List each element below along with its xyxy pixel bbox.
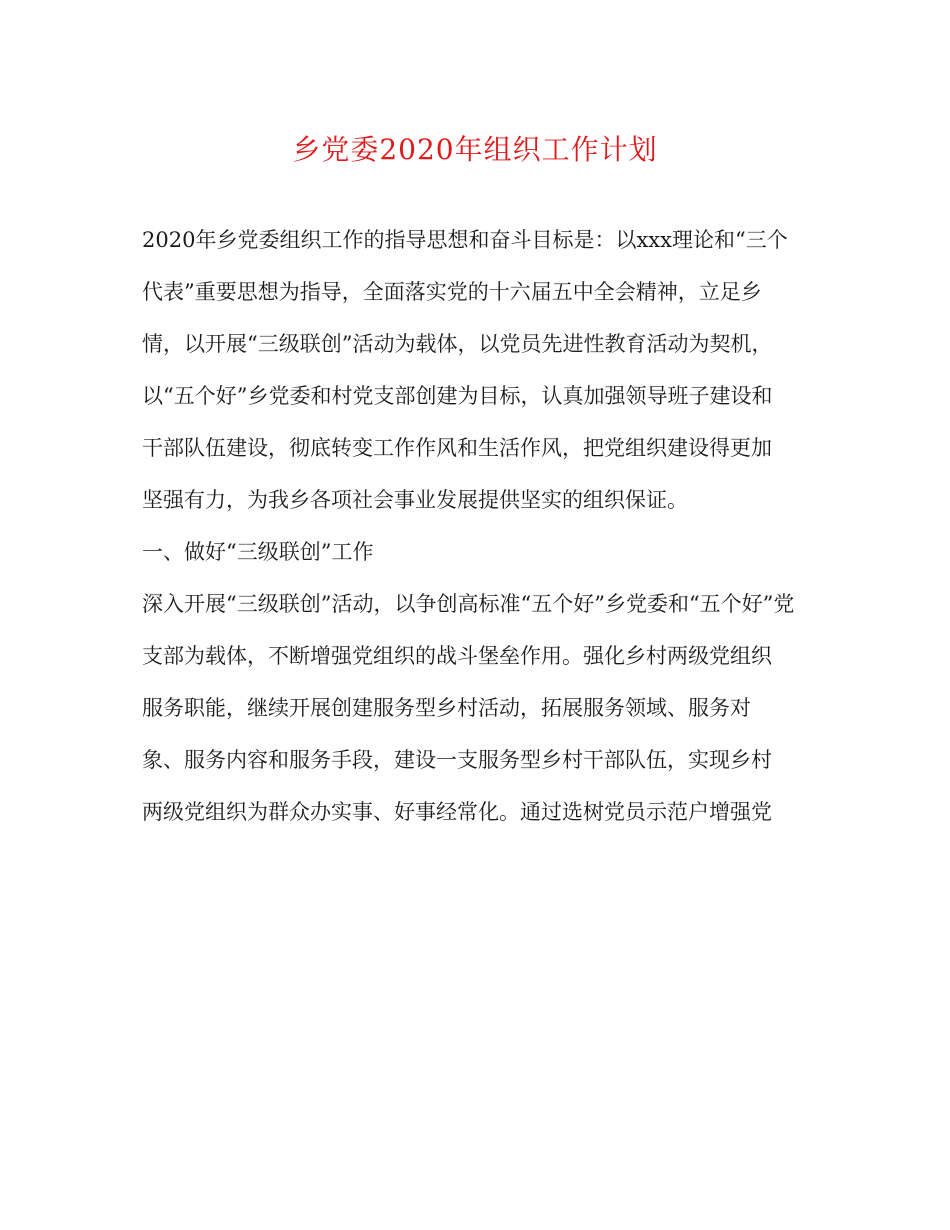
body-line: 干部队伍建设，彻底转变工作作风和生活作风，把党组织建设得更加 <box>142 436 772 460</box>
body-line: 象、服务内容和服务手段，建设一支服务型乡村干部队伍，实现乡村 <box>142 748 772 772</box>
body-line: 两级党组织为群众办实事、好事经常化。通过选树党员示范户增强党 <box>142 800 772 824</box>
body-line: 代表”重要思想为指导，全面落实党的十六届五中全会精神，立足乡 <box>142 280 762 304</box>
body-line: 以“五个好”乡党委和村党支部创建为目标，认真加强领导班子建设和 <box>142 384 773 408</box>
body-line: 情，以开展“三级联创”活动为载体，以党员先进性教育活动为契机， <box>142 332 773 356</box>
body-line: 2020年乡党委组织工作的指导思想和奋斗目标是：以xxx理论和“三个 <box>142 228 788 252</box>
body-line: 服务职能，继续开展创建服务型乡村活动，拓展服务领域、服务对 <box>142 696 751 720</box>
body-line: 坚强有力，为我乡各项社会事业发展提供坚实的组织保证。 <box>142 488 688 512</box>
section-heading: 一、做好“三级联创”工作 <box>142 540 374 564</box>
document-body <box>142 214 802 838</box>
document-title: 乡党委2020年组织工作计划 <box>292 133 658 166</box>
body-line: 深入开展“三级联创”活动，以争创高标准“五个好”乡党委和“五个好”党 <box>142 592 795 616</box>
body-line: 支部为载体，不断增强党组织的战斗堡垒作用。强化乡村两级党组织 <box>142 644 772 668</box>
